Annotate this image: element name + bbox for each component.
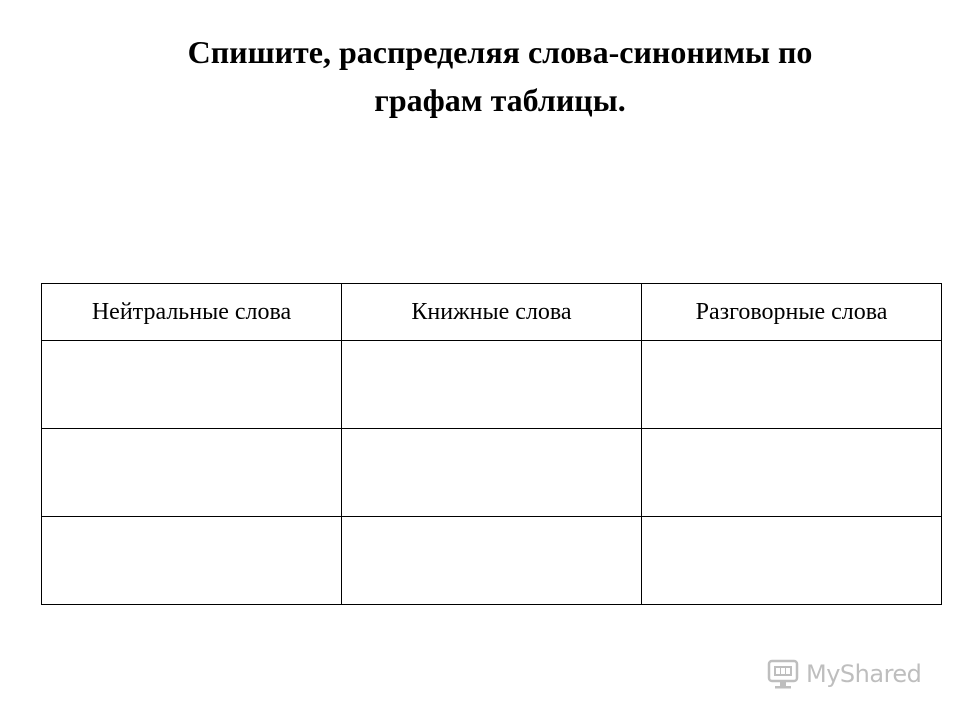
table-cell[interactable] [42,517,342,605]
table-cell[interactable] [642,429,942,517]
table-cell[interactable] [42,341,342,429]
table-row [42,341,942,429]
watermark-text: MyShared [806,660,922,688]
header-colloquial-words: Разговорные слова [642,284,942,341]
table-cell[interactable] [342,429,642,517]
table-header-row [42,284,942,341]
table-cell[interactable] [42,429,342,517]
header-bookish-words: Книжные слова [342,284,642,341]
table-cell[interactable] [342,517,642,605]
table-cell[interactable] [642,517,942,605]
header-neutral-words: Нейтральные слова [42,284,342,341]
table-row [42,517,942,605]
table-cell[interactable] [642,341,942,429]
table-cell[interactable] [342,341,642,429]
slide-title-line-1: Спишите, распределяя слова-синонимы по [187,34,813,70]
table-row [42,429,942,517]
slide-title-line-2: графам таблицы. [374,82,626,118]
slide-title [120,28,880,124]
synonyms-table [41,283,942,605]
myshared-watermark [766,656,921,692]
myshared-logo-icon [766,657,800,691]
